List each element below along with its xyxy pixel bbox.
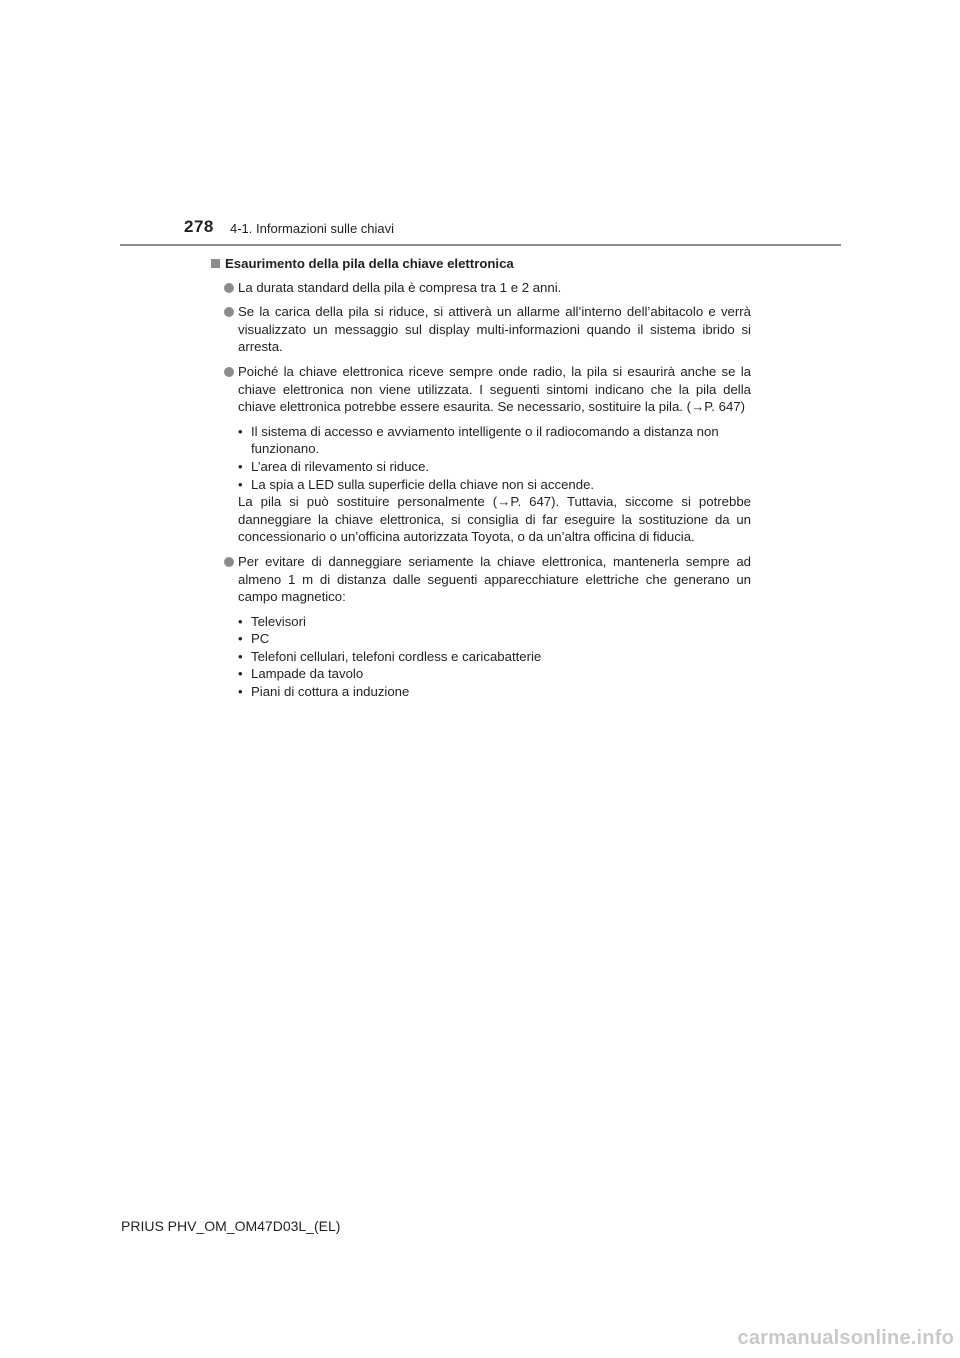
dot-bullet: • — [238, 423, 243, 439]
main-content — [211, 255, 751, 708]
list-item — [211, 303, 751, 356]
sub-item-text: L’area di rilevamento si riduce. — [251, 458, 430, 474]
sub-item — [238, 458, 751, 476]
item-text: Poiché la chiave elettronica riceve sempre onde radio, la pila si esaurirà anche se la chiave elettronica non viene utilizzata. I seguenti sintomi indicano che la pila della chiave elettronica potrebbe essere esaurita. Se necessario, sostituire la pila. (→P. 647) — [238, 363, 751, 415]
list-item — [211, 363, 751, 416]
sub-item — [238, 613, 751, 631]
circle-bullet-icon — [224, 557, 234, 567]
sub-item-text: Telefoni cellulari, telefoni cordless e caricabatterie — [251, 648, 542, 664]
sub-item — [238, 476, 751, 494]
replacement-note: La pila si può sostituire personalmente (→P. 647). Tuttavia, siccome si potrebbe danneggiare la chiave elettronica, si consiglia di far eseguire la sostituzione da un concessionario o un’officina autorizzata Toyota, o da un’altra officina di fiducia. — [238, 494, 751, 545]
dot-bullet: • — [238, 613, 243, 629]
dot-bullet: • — [238, 476, 243, 492]
circle-bullet-icon — [224, 307, 234, 317]
item-text: La durata standard della pila è compresa tra 1 e 2 anni. — [238, 279, 562, 295]
sub-item-text: Piani di cottura a induzione — [251, 684, 410, 700]
sub-item-text: Televisori — [251, 613, 306, 629]
list-item — [211, 553, 751, 606]
list-item — [211, 279, 751, 297]
square-bullet-icon — [211, 259, 220, 268]
device-list — [211, 613, 751, 701]
chapter-title: 4-1. Informazioni sulle chiavi — [230, 221, 395, 236]
section-title-text: Esaurimento della pila della chiave elettronica — [225, 256, 514, 271]
sub-item-text: Lampade da tavolo — [251, 666, 364, 682]
watermark: carmanualsonline.info — [737, 1327, 954, 1349]
dot-bullet: • — [238, 684, 243, 700]
sub-item-text: Il sistema di accesso e avviamento intelligente o il radiocomando a distanza non funzionano. — [251, 423, 719, 457]
document-code: PRIUS PHV_OM_OM47D03L_(EL) — [121, 1218, 341, 1234]
sub-item — [238, 648, 751, 666]
sub-item-text: PC — [251, 631, 270, 647]
circle-bullet-icon — [224, 283, 234, 293]
dot-bullet: • — [238, 631, 243, 647]
sub-item — [238, 630, 751, 648]
sub-item — [238, 423, 751, 458]
item-text: Per evitare di danneggiare seriamente la chiave elettronica, mantenerla sempre ad almeno 1 m di distanza dalle seguenti apparecchiature elettriche che generano un campo magnetico: — [238, 553, 751, 605]
circle-bullet-icon — [224, 367, 234, 377]
symptom-list — [211, 423, 751, 546]
sub-item — [238, 665, 751, 683]
section-heading — [211, 255, 751, 273]
page-number: 278 — [184, 217, 214, 236]
dot-bullet: • — [238, 648, 243, 664]
dot-bullet: • — [238, 666, 243, 682]
sub-item — [238, 683, 751, 701]
sub-item-text: La spia a LED sulla superficie della chiave non si accende. — [251, 476, 595, 492]
dot-bullet: • — [238, 458, 243, 474]
item-text: Se la carica della pila si riduce, si attiverà un allarme all’interno dell’abitacolo e verrà visualizzato un messaggio sul display multi-informazioni quando il sistema ibrido si arresta. — [238, 304, 751, 355]
header-divider — [120, 244, 841, 246]
